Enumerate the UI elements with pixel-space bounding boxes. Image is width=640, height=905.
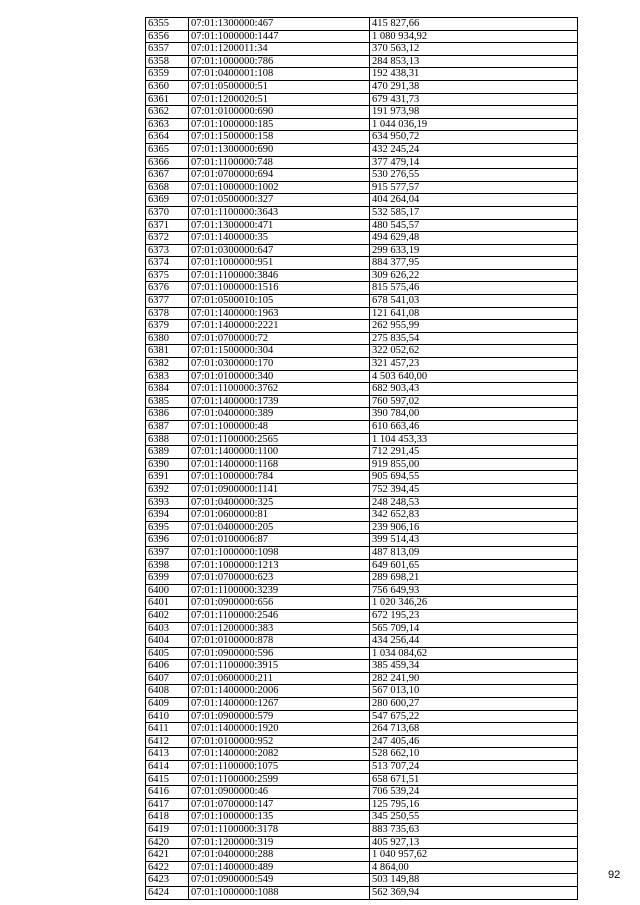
row-number-cell: 6364 xyxy=(146,131,189,144)
cadastral-value-cell: 565 709,14 xyxy=(370,622,578,635)
cadastral-number-cell: 07:01:1000000:48 xyxy=(189,421,370,434)
cadastral-number-cell: 07:01:0100000:878 xyxy=(189,635,370,648)
cadastral-number-cell: 07:01:1100000:2565 xyxy=(189,433,370,446)
row-number-cell: 6387 xyxy=(146,421,189,434)
row-number-cell: 6391 xyxy=(146,471,189,484)
row-number-cell: 6420 xyxy=(146,836,189,849)
row-number-cell: 6399 xyxy=(146,572,189,585)
cadastral-number-cell: 07:01:1500000:158 xyxy=(189,131,370,144)
table-row xyxy=(146,458,578,471)
cadastral-number-cell: 07:01:0900000:656 xyxy=(189,597,370,610)
row-number-cell: 6413 xyxy=(146,748,189,761)
table-row xyxy=(146,307,578,320)
cadastral-number-cell: 07:01:1400000:1739 xyxy=(189,395,370,408)
cadastral-number-cell: 07:01:0700000:694 xyxy=(189,169,370,182)
table-row xyxy=(146,18,578,31)
cadastral-number-cell: 07:01:1100000:3762 xyxy=(189,383,370,396)
table-row xyxy=(146,635,578,648)
cadastral-value-cell: 752 394,45 xyxy=(370,483,578,496)
cadastral-number-cell: 07:01:1400000:489 xyxy=(189,861,370,874)
cadastral-value-cell: 884 377,95 xyxy=(370,257,578,270)
cadastral-number-cell: 07:01:0900000:596 xyxy=(189,647,370,660)
row-number-cell: 6423 xyxy=(146,874,189,887)
row-number-cell: 6395 xyxy=(146,521,189,534)
cadastral-value-cell: 610 663,46 xyxy=(370,421,578,434)
cadastral-value-cell: 280 600,27 xyxy=(370,698,578,711)
row-number-cell: 6357 xyxy=(146,43,189,56)
row-number-cell: 6410 xyxy=(146,710,189,723)
cadastral-value-cell: 125 795,16 xyxy=(370,798,578,811)
table-row xyxy=(146,836,578,849)
cadastral-number-cell: 07:01:0900000:1141 xyxy=(189,483,370,496)
cadastral-value-cell: 634 950,72 xyxy=(370,131,578,144)
cadastral-number-cell: 07:01:1000000:1088 xyxy=(189,886,370,899)
table-row xyxy=(146,446,578,459)
cadastral-value-cell: 1 080 934,92 xyxy=(370,30,578,43)
cadastral-number-cell: 07:01:1400000:1267 xyxy=(189,698,370,711)
table-row xyxy=(146,395,578,408)
row-number-cell: 6417 xyxy=(146,798,189,811)
cadastral-value-cell: 682 903,43 xyxy=(370,383,578,396)
row-number-cell: 6382 xyxy=(146,358,189,371)
table-row xyxy=(146,483,578,496)
row-number-cell: 6424 xyxy=(146,886,189,899)
cadastral-value-cell: 547 675,22 xyxy=(370,710,578,723)
cadastral-value-cell: 756 649,93 xyxy=(370,584,578,597)
table-row xyxy=(146,798,578,811)
table-row xyxy=(146,232,578,245)
cadastral-number-cell: 07:01:0300000:647 xyxy=(189,244,370,257)
cadastral-value-cell: 658 671,51 xyxy=(370,773,578,786)
table-row xyxy=(146,874,578,887)
table-row xyxy=(146,156,578,169)
cadastral-value-cell: 530 276,55 xyxy=(370,169,578,182)
row-number-cell: 6407 xyxy=(146,672,189,685)
row-number-cell: 6390 xyxy=(146,458,189,471)
row-number-cell: 6388 xyxy=(146,433,189,446)
row-number-cell: 6421 xyxy=(146,849,189,862)
row-number-cell: 6379 xyxy=(146,320,189,333)
cadastral-number-cell: 07:01:1400000:2082 xyxy=(189,748,370,761)
cadastral-number-cell: 07:01:1400000:2006 xyxy=(189,685,370,698)
table-row xyxy=(146,269,578,282)
row-number-cell: 6384 xyxy=(146,383,189,396)
cadastral-number-cell: 07:01:0400000:389 xyxy=(189,408,370,421)
cadastral-number-cell: 07:01:0900000:549 xyxy=(189,874,370,887)
cadastral-value-cell: 562 369,94 xyxy=(370,886,578,899)
cadastral-number-cell: 07:01:1100000:748 xyxy=(189,156,370,169)
table-row xyxy=(146,811,578,824)
cadastral-value-cell: 712 291,45 xyxy=(370,446,578,459)
row-number-cell: 6368 xyxy=(146,181,189,194)
row-number-cell: 6363 xyxy=(146,118,189,131)
table-row xyxy=(146,43,578,56)
cadastral-value-cell: 1 044 036,19 xyxy=(370,118,578,131)
cadastral-value-cell: 4 503 640,00 xyxy=(370,370,578,383)
row-number-cell: 6397 xyxy=(146,546,189,559)
page-number: 92 xyxy=(608,869,621,881)
row-number-cell: 6380 xyxy=(146,332,189,345)
cadastral-number-cell: 07:01:0100000:340 xyxy=(189,370,370,383)
cadastral-number-cell: 07:01:0100006:87 xyxy=(189,534,370,547)
cadastral-value-cell: 513 707,24 xyxy=(370,761,578,774)
table-row xyxy=(146,698,578,711)
cadastral-number-cell: 07:01:1100000:2599 xyxy=(189,773,370,786)
table-row xyxy=(146,786,578,799)
table-row xyxy=(146,68,578,81)
table-row xyxy=(146,345,578,358)
cadastral-value-cell: 289 698,21 xyxy=(370,572,578,585)
table-row xyxy=(146,471,578,484)
cadastral-value-cell: 905 694,55 xyxy=(370,471,578,484)
cadastral-number-cell: 07:01:1100000:2546 xyxy=(189,609,370,622)
cadastral-value-cell: 342 652,83 xyxy=(370,509,578,522)
row-number-cell: 6386 xyxy=(146,408,189,421)
cadastral-value-cell: 262 955,99 xyxy=(370,320,578,333)
row-number-cell: 6405 xyxy=(146,647,189,660)
cadastral-number-cell: 07:01:1400000:1920 xyxy=(189,723,370,736)
table-row xyxy=(146,106,578,119)
table-row xyxy=(146,660,578,673)
row-number-cell: 6358 xyxy=(146,55,189,68)
cadastral-value-cell: 760 597,02 xyxy=(370,395,578,408)
row-number-cell: 6396 xyxy=(146,534,189,547)
table-row xyxy=(146,433,578,446)
row-number-cell: 6378 xyxy=(146,307,189,320)
cadastral-value-cell: 470 291,38 xyxy=(370,80,578,93)
cadastral-number-cell: 07:01:1000000:1516 xyxy=(189,282,370,295)
table-row xyxy=(146,824,578,837)
cadastral-number-cell: 07:01:0700000:72 xyxy=(189,332,370,345)
cadastral-number-cell: 07:01:0500000:327 xyxy=(189,194,370,207)
cadastral-number-cell: 07:01:1000000:1447 xyxy=(189,30,370,43)
table-row xyxy=(146,118,578,131)
table-row xyxy=(146,748,578,761)
table-row xyxy=(146,597,578,610)
cadastral-value-cell: 649 601,65 xyxy=(370,559,578,572)
table-row xyxy=(146,55,578,68)
cadastral-value-cell: 284 853,13 xyxy=(370,55,578,68)
cadastral-value-cell: 404 264,04 xyxy=(370,194,578,207)
cadastral-number-cell: 07:01:1100000:1075 xyxy=(189,761,370,774)
cadastral-number-cell: 07:01:1400000:1168 xyxy=(189,458,370,471)
row-number-cell: 6374 xyxy=(146,257,189,270)
row-number-cell: 6406 xyxy=(146,660,189,673)
row-number-cell: 6383 xyxy=(146,370,189,383)
cadastral-value-cell: 672 195,23 xyxy=(370,609,578,622)
row-number-cell: 6408 xyxy=(146,685,189,698)
cadastral-number-cell: 07:01:1200000:319 xyxy=(189,836,370,849)
cadastral-number-cell: 07:01:1300000:471 xyxy=(189,219,370,232)
cadastral-value-cell: 299 633,19 xyxy=(370,244,578,257)
table-row xyxy=(146,181,578,194)
cadastral-value-cell: 370 563,12 xyxy=(370,43,578,56)
table-row xyxy=(146,320,578,333)
cadastral-value-cell: 480 545,57 xyxy=(370,219,578,232)
table-row xyxy=(146,849,578,862)
cadastral-number-cell: 07:01:1500000:304 xyxy=(189,345,370,358)
cadastral-value-cell: 815 575,46 xyxy=(370,282,578,295)
cadastral-number-cell: 07:01:1200011:34 xyxy=(189,43,370,56)
cadastral-number-cell: 07:01:0300000:170 xyxy=(189,358,370,371)
row-number-cell: 6422 xyxy=(146,861,189,874)
cadastral-value-cell: 191 973,98 xyxy=(370,106,578,119)
table-body xyxy=(146,18,578,900)
cadastral-value-cell: 1 020 346,26 xyxy=(370,597,578,610)
cadastral-value-cell: 247 405,46 xyxy=(370,735,578,748)
table-row xyxy=(146,622,578,635)
table-row xyxy=(146,710,578,723)
cadastral-value-cell: 434 256,44 xyxy=(370,635,578,648)
table-row xyxy=(146,572,578,585)
cadastral-number-cell: 07:01:0600000:81 xyxy=(189,509,370,522)
row-number-cell: 6392 xyxy=(146,483,189,496)
cadastral-number-cell: 07:01:1300000:690 xyxy=(189,143,370,156)
table-row xyxy=(146,761,578,774)
row-number-cell: 6393 xyxy=(146,496,189,509)
cadastral-value-cell: 192 438,31 xyxy=(370,68,578,81)
row-number-cell: 6398 xyxy=(146,559,189,572)
table-row xyxy=(146,773,578,786)
row-number-cell: 6411 xyxy=(146,723,189,736)
row-number-cell: 6403 xyxy=(146,622,189,635)
table-row xyxy=(146,723,578,736)
cadastral-value-cell: 532 585,17 xyxy=(370,206,578,219)
row-number-cell: 6372 xyxy=(146,232,189,245)
cadastral-number-cell: 07:01:1400000:1100 xyxy=(189,446,370,459)
table-row xyxy=(146,370,578,383)
cadastral-value-cell: 390 784,00 xyxy=(370,408,578,421)
table-row xyxy=(146,194,578,207)
row-number-cell: 6414 xyxy=(146,761,189,774)
row-number-cell: 6371 xyxy=(146,219,189,232)
row-number-cell: 6401 xyxy=(146,597,189,610)
cadastral-value-cell: 432 245,24 xyxy=(370,143,578,156)
row-number-cell: 6394 xyxy=(146,509,189,522)
table-row xyxy=(146,30,578,43)
table-row xyxy=(146,244,578,257)
row-number-cell: 6418 xyxy=(146,811,189,824)
cadastral-number-cell: 07:01:0100000:952 xyxy=(189,735,370,748)
cadastral-value-cell: 1 034 084,62 xyxy=(370,647,578,660)
cadastral-value-cell: 385 459,34 xyxy=(370,660,578,673)
row-number-cell: 6385 xyxy=(146,395,189,408)
table-row xyxy=(146,219,578,232)
cadastral-value-cell: 4 864,00 xyxy=(370,861,578,874)
cadastral-value-cell: 322 052,62 xyxy=(370,345,578,358)
cadastral-value-cell: 883 735,63 xyxy=(370,824,578,837)
cadastral-number-cell: 07:01:1100000:3846 xyxy=(189,269,370,282)
row-number-cell: 6356 xyxy=(146,30,189,43)
table-row xyxy=(146,609,578,622)
row-number-cell: 6412 xyxy=(146,735,189,748)
cadastral-number-cell: 07:01:1400000:35 xyxy=(189,232,370,245)
table-row xyxy=(146,131,578,144)
row-number-cell: 6416 xyxy=(146,786,189,799)
table-row xyxy=(146,584,578,597)
cadastral-number-cell: 07:01:0400000:325 xyxy=(189,496,370,509)
row-number-cell: 6355 xyxy=(146,18,189,31)
cadastral-number-cell: 07:01:0400000:205 xyxy=(189,521,370,534)
row-number-cell: 6415 xyxy=(146,773,189,786)
cadastral-value-cell: 679 431,73 xyxy=(370,93,578,106)
table-row xyxy=(146,93,578,106)
cadastral-number-cell: 07:01:1000000:951 xyxy=(189,257,370,270)
table-row xyxy=(146,509,578,522)
cadastral-value-cell: 345 250,55 xyxy=(370,811,578,824)
cadastral-value-cell: 275 835,54 xyxy=(370,332,578,345)
cadastral-value-cell: 239 906,16 xyxy=(370,521,578,534)
row-number-cell: 6404 xyxy=(146,635,189,648)
row-number-cell: 6409 xyxy=(146,698,189,711)
row-number-cell: 6381 xyxy=(146,345,189,358)
cadastral-number-cell: 07:01:1100000:3178 xyxy=(189,824,370,837)
cadastral-value-cell: 706 539,24 xyxy=(370,786,578,799)
cadastral-value-cell: 282 241,90 xyxy=(370,672,578,685)
cadastral-number-cell: 07:01:0900000:46 xyxy=(189,786,370,799)
table-row xyxy=(146,861,578,874)
row-number-cell: 6419 xyxy=(146,824,189,837)
cadastral-number-cell: 07:01:0700000:623 xyxy=(189,572,370,585)
cadastral-number-cell: 07:01:1000000:135 xyxy=(189,811,370,824)
data-table xyxy=(145,17,578,900)
row-number-cell: 6370 xyxy=(146,206,189,219)
table-row xyxy=(146,257,578,270)
row-number-cell: 6402 xyxy=(146,609,189,622)
cadastral-number-cell: 07:01:1100000:3239 xyxy=(189,584,370,597)
table-row xyxy=(146,521,578,534)
cadastral-value-cell: 405 927,13 xyxy=(370,836,578,849)
cadastral-value-cell: 494 629,48 xyxy=(370,232,578,245)
cadastral-value-cell: 377 479,14 xyxy=(370,156,578,169)
row-number-cell: 6400 xyxy=(146,584,189,597)
cadastral-value-cell: 528 662,10 xyxy=(370,748,578,761)
cadastral-value-cell: 264 713,68 xyxy=(370,723,578,736)
table-row xyxy=(146,534,578,547)
table-row xyxy=(146,358,578,371)
cadastral-number-cell: 07:01:1000000:784 xyxy=(189,471,370,484)
table-row xyxy=(146,80,578,93)
cadastral-number-cell: 07:01:0700000:147 xyxy=(189,798,370,811)
row-number-cell: 6360 xyxy=(146,80,189,93)
table-row xyxy=(146,282,578,295)
table-row xyxy=(146,383,578,396)
cadastral-value-cell: 487 813,09 xyxy=(370,546,578,559)
cadastral-number-cell: 07:01:1000000:786 xyxy=(189,55,370,68)
row-number-cell: 6362 xyxy=(146,106,189,119)
row-number-cell: 6365 xyxy=(146,143,189,156)
cadastral-value-cell: 399 514,43 xyxy=(370,534,578,547)
cadastral-value-cell: 919 855,00 xyxy=(370,458,578,471)
table-row xyxy=(146,169,578,182)
cadastral-number-cell: 07:01:0500000:51 xyxy=(189,80,370,93)
table-row xyxy=(146,735,578,748)
cadastral-value-cell: 915 577,57 xyxy=(370,181,578,194)
cadastral-number-cell: 07:01:1400000:2221 xyxy=(189,320,370,333)
cadastral-number-cell: 07:01:1000000:1098 xyxy=(189,546,370,559)
cadastral-number-cell: 07:01:1300000:467 xyxy=(189,18,370,31)
cadastral-number-cell: 07:01:1400000:1963 xyxy=(189,307,370,320)
cadastral-number-cell: 07:01:0900000:579 xyxy=(189,710,370,723)
table-row xyxy=(146,886,578,899)
row-number-cell: 6359 xyxy=(146,68,189,81)
table-row xyxy=(146,332,578,345)
cadastral-number-cell: 07:01:0400000:288 xyxy=(189,849,370,862)
cadastral-number-cell: 07:01:0600000:211 xyxy=(189,672,370,685)
table-row xyxy=(146,496,578,509)
row-number-cell: 6375 xyxy=(146,269,189,282)
table-row xyxy=(146,672,578,685)
row-number-cell: 6376 xyxy=(146,282,189,295)
cadastral-number-cell: 07:01:1000000:1213 xyxy=(189,559,370,572)
table-row xyxy=(146,559,578,572)
row-number-cell: 6369 xyxy=(146,194,189,207)
row-number-cell: 6373 xyxy=(146,244,189,257)
table-row xyxy=(146,206,578,219)
table-row xyxy=(146,647,578,660)
table-row xyxy=(146,685,578,698)
row-number-cell: 6389 xyxy=(146,446,189,459)
row-number-cell: 6366 xyxy=(146,156,189,169)
cadastral-value-cell: 503 149,88 xyxy=(370,874,578,887)
cadastral-value-cell: 1 040 957,62 xyxy=(370,849,578,862)
cadastral-number-cell: 07:01:1000000:1002 xyxy=(189,181,370,194)
cadastral-value-cell: 248 248,53 xyxy=(370,496,578,509)
cadastral-value-cell: 121 641,08 xyxy=(370,307,578,320)
cadastral-number-cell: 07:01:1100000:3915 xyxy=(189,660,370,673)
cadastral-value-cell: 567 013,10 xyxy=(370,685,578,698)
table-row xyxy=(146,546,578,559)
row-number-cell: 6377 xyxy=(146,295,189,308)
cadastral-number-cell: 07:01:1200020:51 xyxy=(189,93,370,106)
table-row xyxy=(146,143,578,156)
cadastral-number-cell: 07:01:1100000:3643 xyxy=(189,206,370,219)
cadastral-value-cell: 309 626,22 xyxy=(370,269,578,282)
cadastral-number-cell: 07:01:0400001:108 xyxy=(189,68,370,81)
row-number-cell: 6361 xyxy=(146,93,189,106)
table-row xyxy=(146,295,578,308)
cadastral-number-cell: 07:01:0500010:105 xyxy=(189,295,370,308)
cadastral-value-cell: 415 827,66 xyxy=(370,18,578,31)
table-row xyxy=(146,421,578,434)
cadastral-number-cell: 07:01:0100000:690 xyxy=(189,106,370,119)
cadastral-number-cell: 07:01:1000000:185 xyxy=(189,118,370,131)
cadastral-value-cell: 321 457,23 xyxy=(370,358,578,371)
row-number-cell: 6367 xyxy=(146,169,189,182)
cadastral-value-cell: 1 104 453,33 xyxy=(370,433,578,446)
cadastral-number-cell: 07:01:1200000:383 xyxy=(189,622,370,635)
table-row xyxy=(146,408,578,421)
cadastral-value-cell: 678 541,03 xyxy=(370,295,578,308)
